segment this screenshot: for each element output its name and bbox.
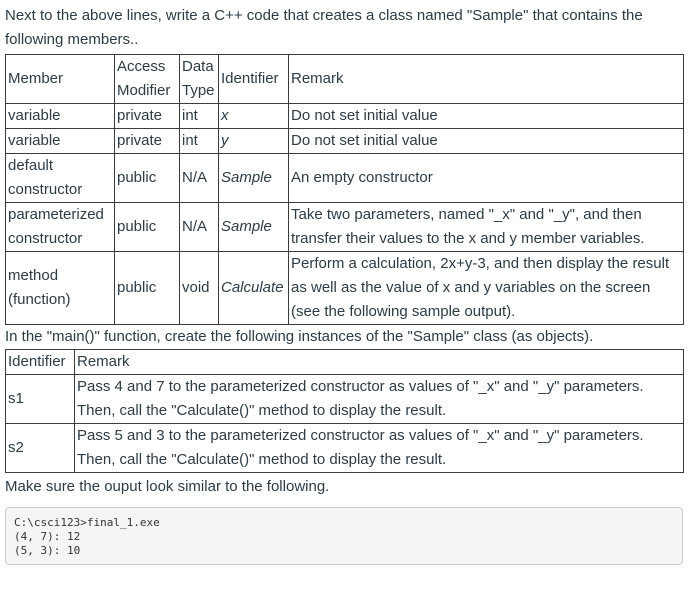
output-line: (5, 3): 10 <box>14 544 81 557</box>
remark-cell: An empty constructor <box>289 154 684 203</box>
remark-cell: Do not set initial value <box>289 104 684 129</box>
member-cell: variable <box>6 129 115 154</box>
header-member: Member <box>6 55 115 104</box>
table-row <box>6 203 684 252</box>
remark-cell: Take two parameters, named "_x" and "_y", and then transfer their values to the x and y member variables. <box>289 203 684 252</box>
ensure-text: Make sure the ouput look similar to the following. <box>5 478 330 495</box>
members-table <box>5 54 684 325</box>
member-cell: parameterized constructor <box>6 203 115 252</box>
header-type: Data Type <box>180 55 219 104</box>
type-cell: int <box>180 104 219 129</box>
header-identifier: Identifier <box>6 350 75 375</box>
type-cell: int <box>180 129 219 154</box>
identifier-cell: s1 <box>6 375 75 424</box>
type-cell: N/A <box>180 203 219 252</box>
identifier-cell: Sample <box>219 154 289 203</box>
identifier-cell: y <box>219 129 289 154</box>
identifier-cell: x <box>219 104 289 129</box>
type-cell: N/A <box>180 154 219 203</box>
member-cell: method (function) <box>6 252 115 325</box>
remark-cell: Do not set initial value <box>289 129 684 154</box>
intro-text: Next to the above lines, write a C++ code that creates a class named "Sample" that contains the following members.. <box>5 7 643 48</box>
table-row <box>6 104 684 129</box>
access-cell: public <box>115 203 180 252</box>
output-line: C:\csci123>final_1.exe <box>14 516 160 529</box>
table-row <box>6 154 684 203</box>
remark-cell: Pass 5 and 3 to the parameterized constructor as values of "_x" and "_y" parameters. Then, call the "Calculate()" method to display the result. <box>75 424 684 473</box>
identifier-cell: s2 <box>6 424 75 473</box>
document <box>5 4 685 565</box>
table-row <box>6 252 684 325</box>
header-identifier: Identifier <box>219 55 289 104</box>
access-cell: public <box>115 154 180 203</box>
table-row <box>6 375 684 424</box>
table-header-row <box>6 55 684 104</box>
instances-table <box>5 349 684 473</box>
access-cell: private <box>115 104 180 129</box>
sample-output-block <box>5 507 683 565</box>
header-remark: Remark <box>75 350 684 375</box>
main-text: In the "main()" function, create the following instances of the "Sample" class (as objects). <box>5 328 594 345</box>
identifier-cell: Calculate <box>219 252 289 325</box>
header-access: Access Modifier <box>115 55 180 104</box>
identifier-cell: Sample <box>219 203 289 252</box>
member-cell: variable <box>6 104 115 129</box>
table-row <box>6 129 684 154</box>
remark-cell: Perform a calculation, 2x+y-3, and then display the result as well as the value of x and y variables on the screen (see the following sample output). <box>289 252 684 325</box>
header-remark: Remark <box>289 55 684 104</box>
output-line: (4, 7): 12 <box>14 530 81 543</box>
member-cell: default constructor <box>6 154 115 203</box>
table-header-row <box>6 350 684 375</box>
remark-cell: Pass 4 and 7 to the parameterized constructor as values of "_x" and "_y" parameters. Then, call the "Calculate()" method to display the result. <box>75 375 684 424</box>
type-cell: void <box>180 252 219 325</box>
table-row <box>6 424 684 473</box>
access-cell: private <box>115 129 180 154</box>
access-cell: public <box>115 252 180 325</box>
